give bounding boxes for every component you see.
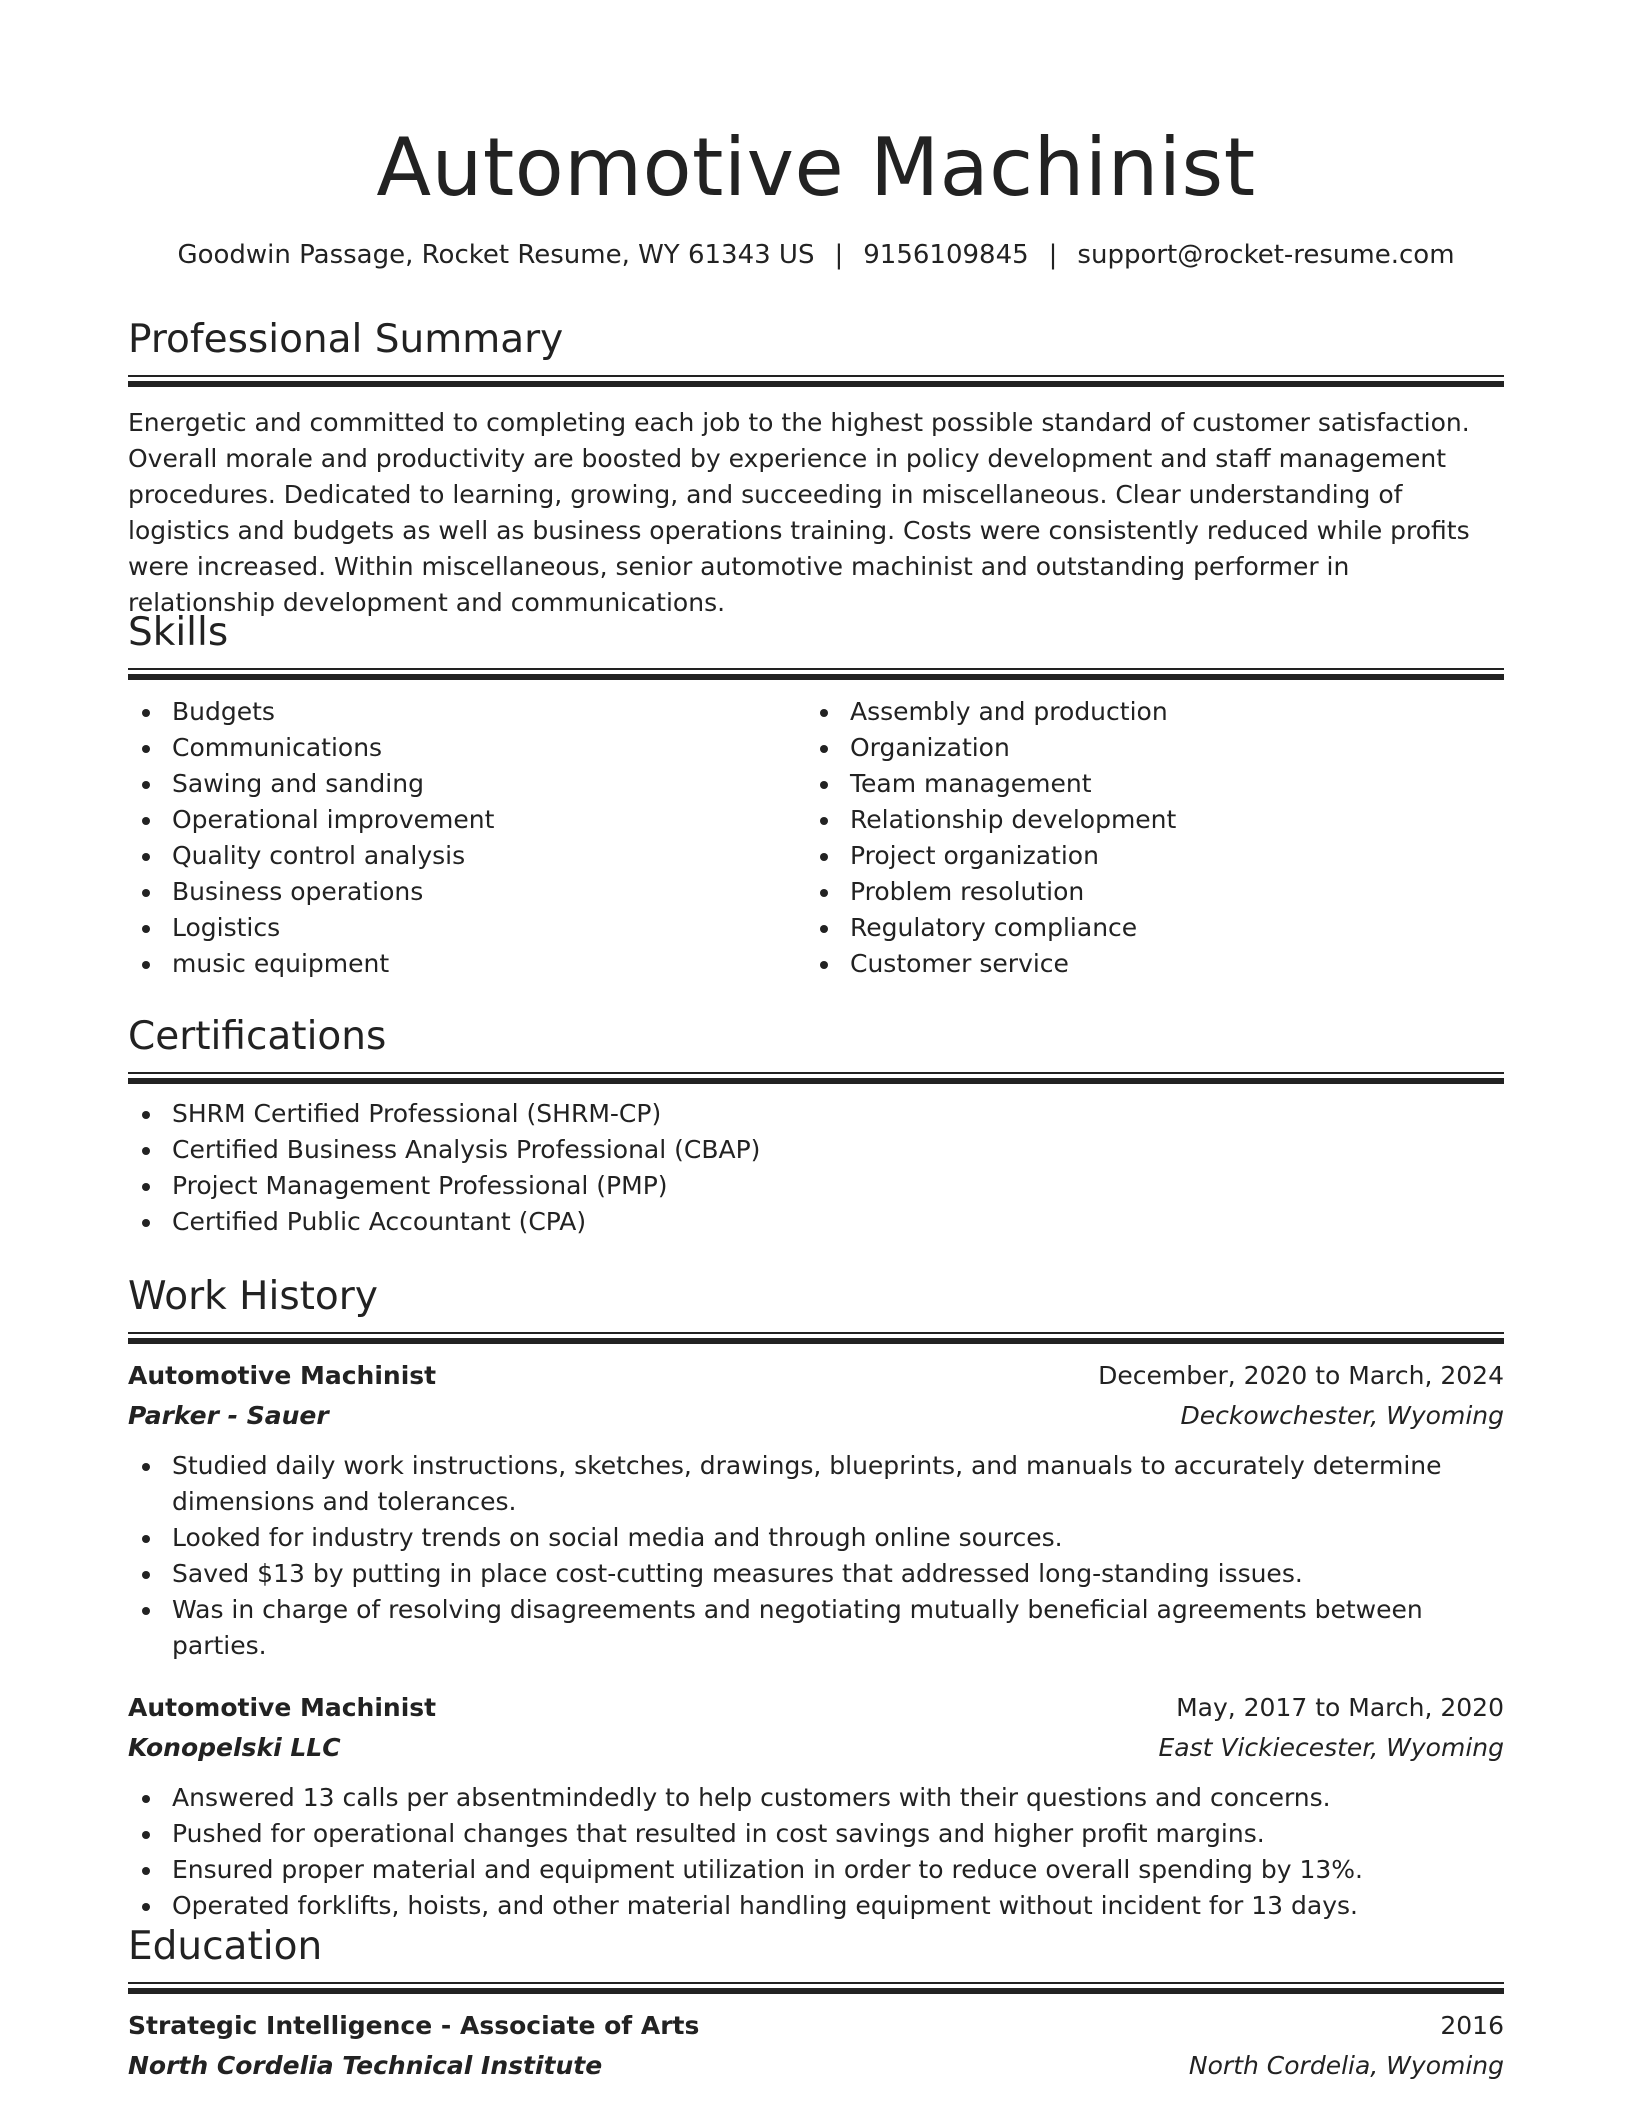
summary-text: Energetic and committed to completing each job to the highest possible standard of customer satisfaction. Overall morale and productivity are boosted by experience in policy development and staff management procedures. Dedicated to learning, growing, and succeeding in miscellaneous. Clear understanding of logistics and budgets as well as business operations training. Costs were consistently reduced while profits were increased. Within miscellaneous, senior automotive machinist and outstanding performer in relationship development and communications. bbox=[128, 408, 1470, 617]
skill-item: Organization bbox=[806, 730, 1484, 766]
job-bullet: Saved $13 by putting in place cost-cutting measures that addressed long-standing issues. bbox=[128, 1556, 1504, 1592]
contact-phone: 9156109845 bbox=[863, 240, 1029, 270]
education-subheader bbox=[128, 2046, 1504, 2086]
contact-line bbox=[128, 238, 1504, 272]
job-bullet: Answered 13 calls per absentmindedly to help customers with their questions and concerns. bbox=[128, 1780, 1504, 1816]
job-location: East Vickiecester, Wyoming bbox=[1158, 1733, 1504, 1762]
skill-item: Project organization bbox=[806, 838, 1484, 874]
section-title-education: Education bbox=[128, 1924, 323, 1969]
job-company: Konopelski LLC bbox=[128, 1733, 341, 1762]
skill-item: Regulatory compliance bbox=[806, 910, 1484, 946]
certifications-list bbox=[128, 1096, 1504, 1240]
skill-item: music equipment bbox=[128, 946, 806, 982]
job-bullet: Looked for industry trends on social media and through online sources. bbox=[128, 1520, 1504, 1556]
job-subheader bbox=[128, 1728, 1504, 1768]
section-divider bbox=[128, 1982, 1504, 1992]
skill-item: Sawing and sanding bbox=[128, 766, 806, 802]
skill-item: Communications bbox=[128, 730, 806, 766]
resume-page bbox=[128, 0, 1504, 2080]
job-subheader bbox=[128, 1396, 1504, 1436]
education-entry bbox=[128, 2006, 1504, 2086]
job-bullet: Studied daily work instructions, sketches, drawings, blueprints, and manuals to accurately determine dimensions and tolerances. bbox=[128, 1448, 1504, 1520]
education-year: 2016 bbox=[1440, 2011, 1504, 2040]
job-entry bbox=[128, 1356, 1504, 1664]
job-bullets bbox=[128, 1448, 1504, 1664]
section-summary bbox=[128, 315, 1504, 621]
section-work-history bbox=[128, 1272, 1504, 1924]
skill-item: Quality control analysis bbox=[128, 838, 806, 874]
skill-item: Budgets bbox=[128, 694, 806, 730]
certification-item: Project Management Professional (PMP) bbox=[128, 1168, 1504, 1204]
section-certifications bbox=[128, 1012, 1504, 1240]
contact-separator: | bbox=[1048, 240, 1058, 270]
skill-item: Operational improvement bbox=[128, 802, 806, 838]
section-skills bbox=[128, 608, 1504, 982]
education-location: North Cordelia, Wyoming bbox=[1188, 2051, 1504, 2080]
section-divider bbox=[128, 668, 1504, 678]
skill-item: Assembly and production bbox=[806, 694, 1484, 730]
skills-columns bbox=[128, 694, 1504, 982]
job-bullet: Pushed for operational changes that resulted in cost savings and higher profit margins. bbox=[128, 1816, 1504, 1852]
skill-item: Business operations bbox=[128, 874, 806, 910]
education-school: North Cordelia Technical Institute bbox=[128, 2051, 603, 2080]
skills-list-left bbox=[128, 694, 806, 982]
education-header bbox=[128, 2006, 1504, 2046]
job-header bbox=[128, 1356, 1504, 1396]
contact-email[interactable]: support@rocket-resume.com bbox=[1077, 240, 1455, 270]
section-divider bbox=[128, 375, 1504, 385]
contact-separator: | bbox=[834, 240, 844, 270]
job-header bbox=[128, 1688, 1504, 1728]
skill-item: Team management bbox=[806, 766, 1484, 802]
contact-address: Goodwin Passage, Rocket Resume, WY 61343 US bbox=[177, 240, 815, 270]
job-location: Deckowchester, Wyoming bbox=[1180, 1401, 1504, 1430]
section-divider bbox=[128, 1072, 1504, 1082]
job-bullet: Ensured proper material and equipment utilization in order to reduce overall spending by 13%. bbox=[128, 1852, 1504, 1888]
job-title: Automotive Machinist bbox=[128, 1361, 437, 1390]
skills-list-right bbox=[806, 694, 1484, 982]
skill-item: Relationship development bbox=[806, 802, 1484, 838]
section-title-summary: Professional Summary bbox=[128, 317, 564, 362]
skill-item: Problem resolution bbox=[806, 874, 1484, 910]
section-title-certifications: Certifications bbox=[128, 1014, 387, 1059]
job-entry bbox=[128, 1688, 1504, 1924]
section-title-work: Work History bbox=[128, 1274, 378, 1319]
section-divider bbox=[128, 1332, 1504, 1342]
job-company: Parker - Sauer bbox=[128, 1401, 329, 1430]
section-title-skills: Skills bbox=[128, 610, 229, 655]
job-dates: December, 2020 to March, 2024 bbox=[1098, 1361, 1504, 1390]
resume-name: Automotive Machinist bbox=[376, 121, 1256, 214]
job-bullet: Operated forklifts, hoists, and other material handling equipment without incident for 13 days. bbox=[128, 1888, 1504, 1924]
job-bullet: Was in charge of resolving disagreements and negotiating mutually beneficial agreements between parties. bbox=[128, 1592, 1504, 1664]
section-education bbox=[128, 1922, 1504, 2086]
certification-item: SHRM Certified Professional (SHRM-CP) bbox=[128, 1096, 1504, 1132]
certification-item: Certified Public Accountant (CPA) bbox=[128, 1204, 1504, 1240]
skill-item: Customer service bbox=[806, 946, 1484, 982]
job-bullets bbox=[128, 1780, 1504, 1924]
skill-item: Logistics bbox=[128, 910, 806, 946]
education-degree: Strategic Intelligence - Associate of Arts bbox=[128, 2011, 700, 2040]
certification-item: Certified Business Analysis Professional (CBAP) bbox=[128, 1132, 1504, 1168]
job-dates: May, 2017 to March, 2020 bbox=[1176, 1693, 1504, 1722]
job-title: Automotive Machinist bbox=[128, 1693, 437, 1722]
